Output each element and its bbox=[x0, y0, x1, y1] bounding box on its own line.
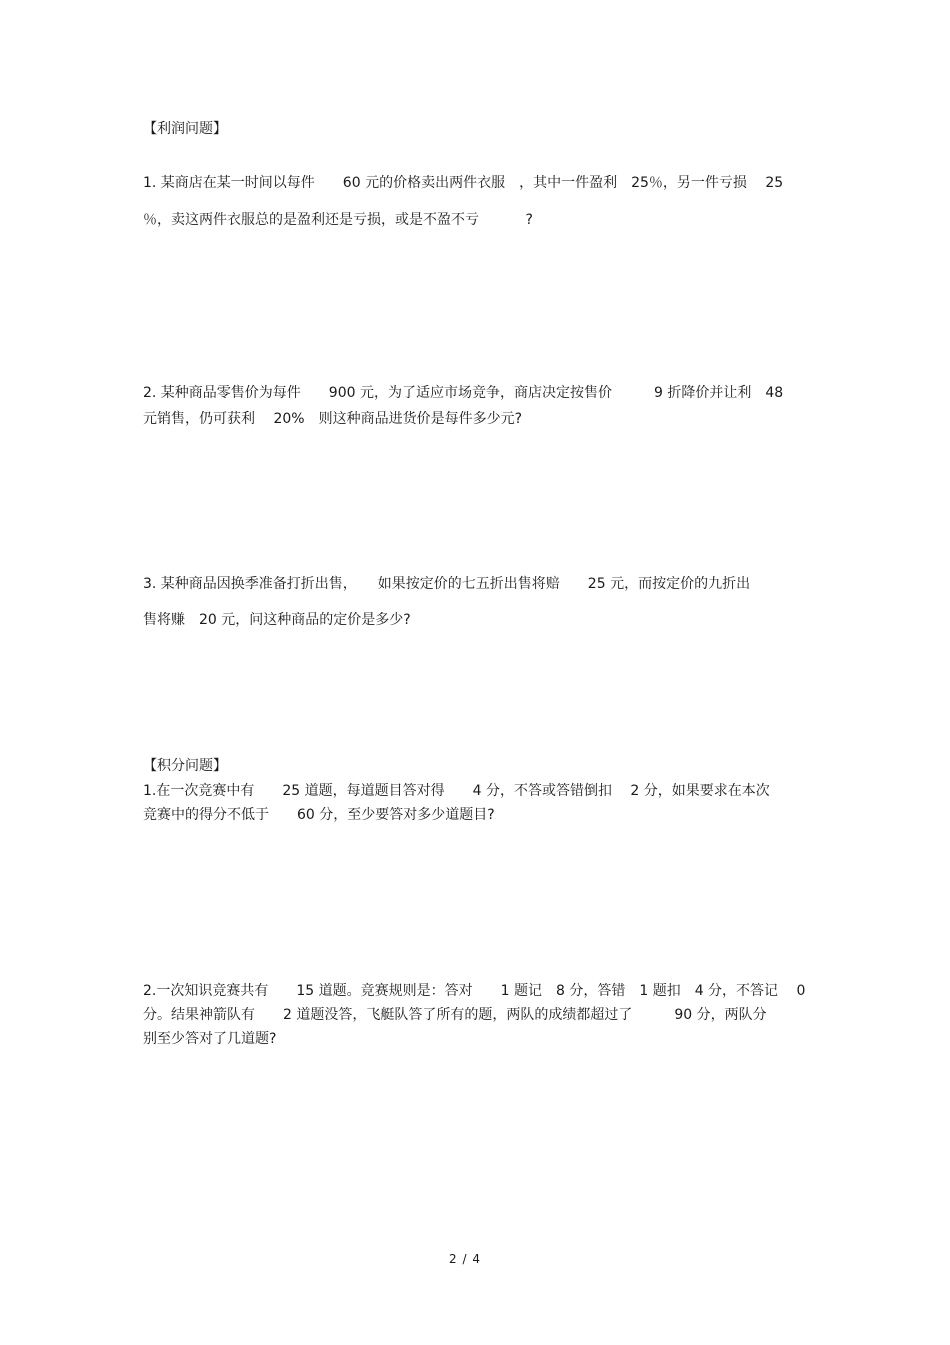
score-problem-2-line-1: 2.一次知识竞赛共有 15 道题。竞赛规则是：答对 1 题记 8 分，答错 1 题扣 4 分，不答记 0 bbox=[143, 983, 806, 999]
profit-problem-1-line-1: 1. 某商店在某一时间以每件 60 元的价格卖出两件衣服 ，其中一件盈利 25％，另一件亏损 25 bbox=[143, 175, 784, 191]
profit-problem-1-line-2: ％，卖这两件衣服总的是盈利还是亏损，或是不盈不亏 ? bbox=[143, 212, 533, 228]
score-problem-1-line-1: 1.在一次竞赛中有 25 道题，每道题目答对得 4 分，不答或答错倒扣 2 分，如果要求在本次 bbox=[143, 783, 770, 799]
section-title-score: 【积分问题】 bbox=[143, 758, 227, 774]
score-problem-2-line-3: 别至少答对了几道题? bbox=[143, 1031, 277, 1047]
profit-problem-3-line-1: 3. 某种商品因换季准备打折出售， 如果按定价的七五折出售将赔 25 元，而按定价的九折出 bbox=[143, 576, 751, 592]
profit-problem-2-line-1: 2. 某种商品零售价为每件 900 元，为了适应市场竞争，商店决定按售价 9 折降价并让利 48 bbox=[143, 385, 784, 401]
profit-problem-3-line-2: 售将赚 20 元，问这种商品的定价是多少? bbox=[143, 612, 411, 628]
score-problem-1-line-2: 竞赛中的得分不低于 60 分，至少要答对多少道题目? bbox=[143, 807, 495, 823]
page-number: 2 / 4 bbox=[449, 1252, 481, 1266]
section-title-profit: 【利润问题】 bbox=[143, 121, 227, 137]
score-problem-2-line-2: 分。结果神箭队有 2 道题没答，飞艇队答了所有的题，两队的成绩都超过了 90 分，两队分 bbox=[143, 1007, 767, 1023]
profit-problem-2-line-2: 元销售，仍可获利 20% 则这种商品进货价是每件多少元? bbox=[143, 411, 522, 427]
